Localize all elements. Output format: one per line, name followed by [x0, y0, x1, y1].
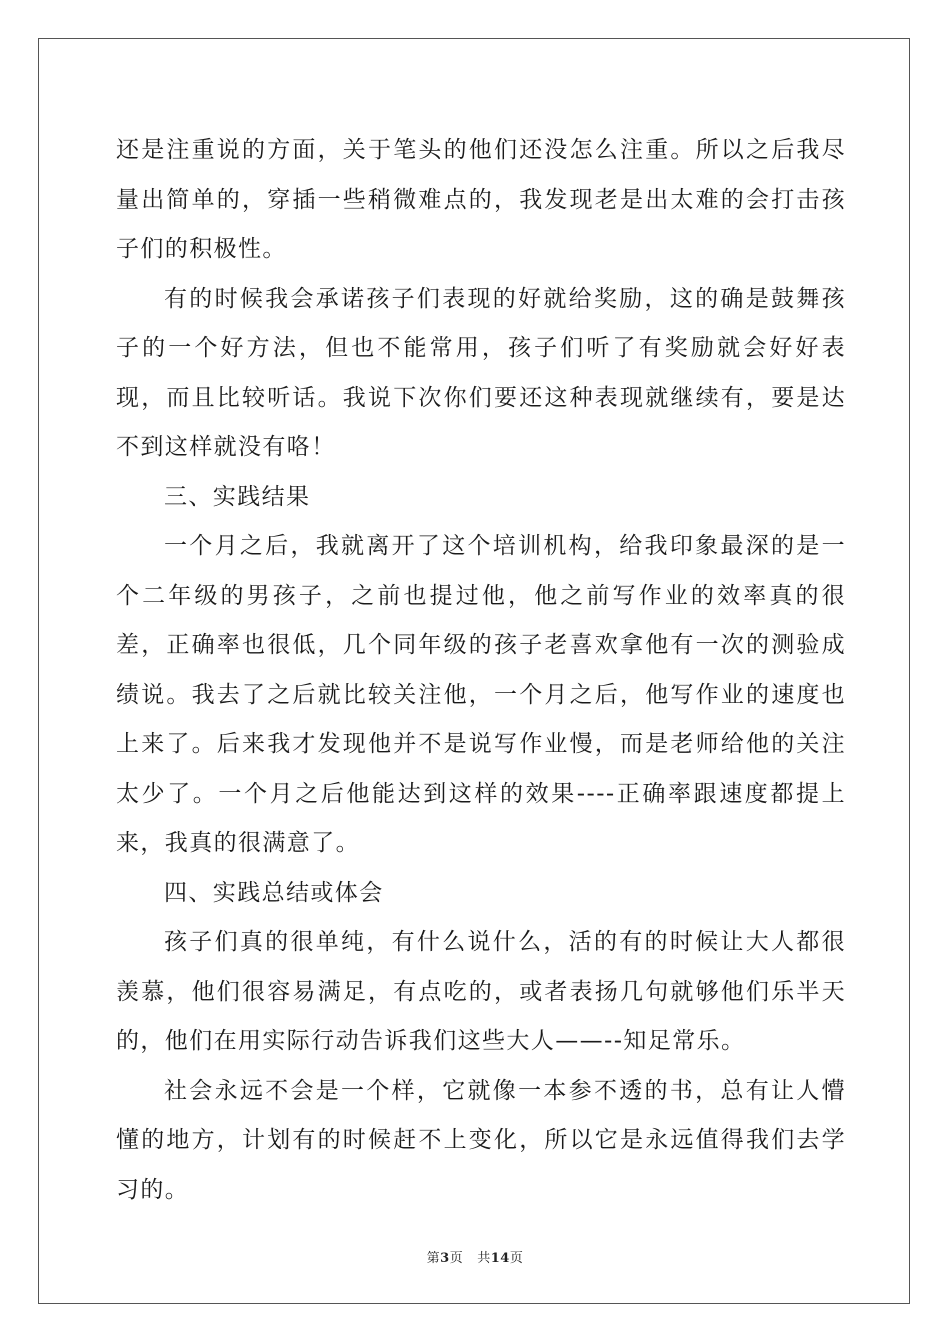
total-pages-indicator: 共14页	[477, 1251, 524, 1266]
paragraph-3: 一个月之后，我就离开了这个培训机构，给我印象最深的是一个二年级的男孩子，之前也提过他，他之前写作业的效率真的很差，正确率也很低，几个同年级的孩子老喜欢拿他有一次的测验成绩说。我去了之后就比较关注他，一个月之后，他写作业的速度也上来了。后来我才发现他并不是说写作业慢，而是老师给他的关注太少了。一个月之后他能达到这样的效果----正确率跟速度都提上来，我真的很满意了。	[116, 533, 846, 856]
section-heading-results: 三、实践结果	[164, 483, 311, 510]
page-indicator: 第3页	[426, 1251, 464, 1266]
section-heading-summary: 四、实践总结或体会	[164, 879, 384, 906]
page-footer	[0, 1247, 950, 1266]
paragraph-5: 社会永远不会是一个样，它就像一本参不透的书，总有让人懵懂的地方，计划有的时候赶不上变化，所以它是永远值得我们去学习的。	[116, 1077, 846, 1203]
paragraph-1: 还是注重说的方面，关于笔头的他们还没怎么注重。所以之后我尽量出简单的，穿插一些稍微难点的，我发现老是出太难的会打击孩子们的积极性。	[116, 137, 846, 262]
paragraph-4: 孩子们真的很单纯，有什么说什么，活的有的时候让大人都很羡慕，他们很容易满足，有点吃的，或者表扬几句就够他们乐半天的，他们在用实际行动告诉我们这些大人——--知足常乐。	[116, 929, 846, 1054]
total-page-count: 14	[490, 1251, 510, 1266]
current-page-number: 3	[440, 1251, 450, 1266]
paragraph-2: 有的时候我会承诺孩子们表现的好就给奖励，这的确是鼓舞孩子的一个好方法，但也不能常用，孩子们听了有奖励就会好好表现，而且比较听话。我说下次你们要还这种表现就继续有，要是达不到这样就没有咯！	[116, 285, 846, 460]
document-body	[116, 126, 846, 1215]
